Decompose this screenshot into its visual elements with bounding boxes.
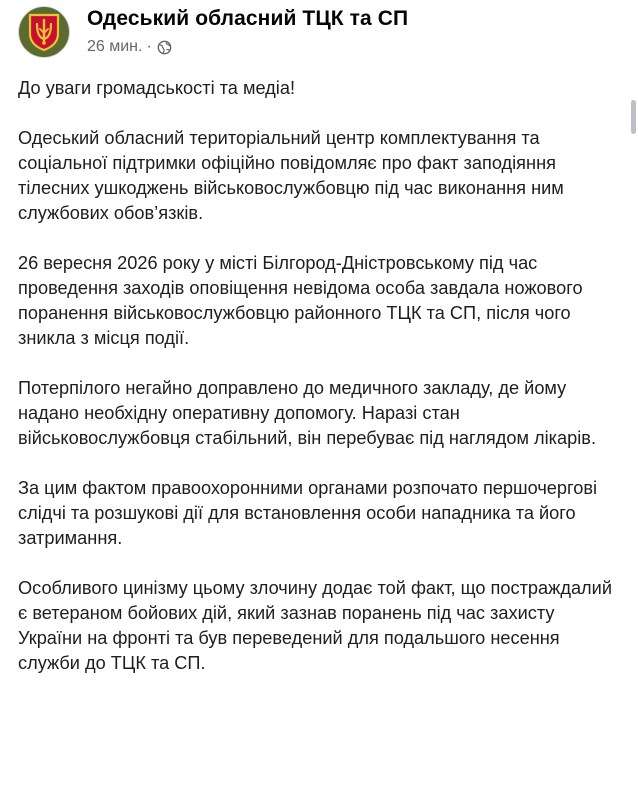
post-body	[18, 76, 623, 701]
post-paragraph: Одеський обласний територіальний центр комплектування та соціальної підтримки офіційно повідомляє про факт заподіяння тілесних ушкоджень військовослужбовцю під час виконання ним службових обов’язків.	[18, 128, 564, 223]
post-paragraph: Особливого цинізму цьому злочину додає той факт, що постраждалий є ветераном бойових дій, який зазнав поранень під час захисту України на фронті та був переведений для подальшого несення служби до ТЦК та СП.	[18, 578, 612, 673]
post-header	[18, 6, 408, 58]
post-paragraph: До уваги громадськості та медіа!	[18, 78, 295, 98]
post-meta	[87, 6, 408, 57]
scrollbar-thumb[interactable]	[631, 100, 636, 134]
post-subline	[87, 37, 408, 57]
post-paragraph: За цим фактом правоохоронними органами розпочато першочергові слідчі та розшукові дії для встановлення особи нападника та його затримання.	[18, 478, 598, 548]
post-paragraph: Потерпілого негайно доправлено до медичного закладу, де йому надано необхідну оперативну допомогу. Наразі стан військовослужбовця стабільний, він перебуває під наглядом лікарів.	[18, 378, 597, 448]
page-name[interactable]: Одеський обласний ТЦК та СП	[87, 7, 409, 30]
meta-separator: ·	[146, 38, 152, 55]
trident-emblem-icon	[26, 12, 62, 52]
globe-icon[interactable]	[157, 40, 172, 55]
post-timestamp[interactable]: 26 мин.	[87, 38, 143, 55]
post-paragraph: 26 вересня 2026 року у місті Білгород-Дністровському під час проведення заходів оповіщення невідома особа завдала ножового поранення військовослужбовцю районного ТЦК та СП, після чого зникла з місця події.	[18, 253, 583, 348]
page-avatar[interactable]	[18, 6, 70, 58]
